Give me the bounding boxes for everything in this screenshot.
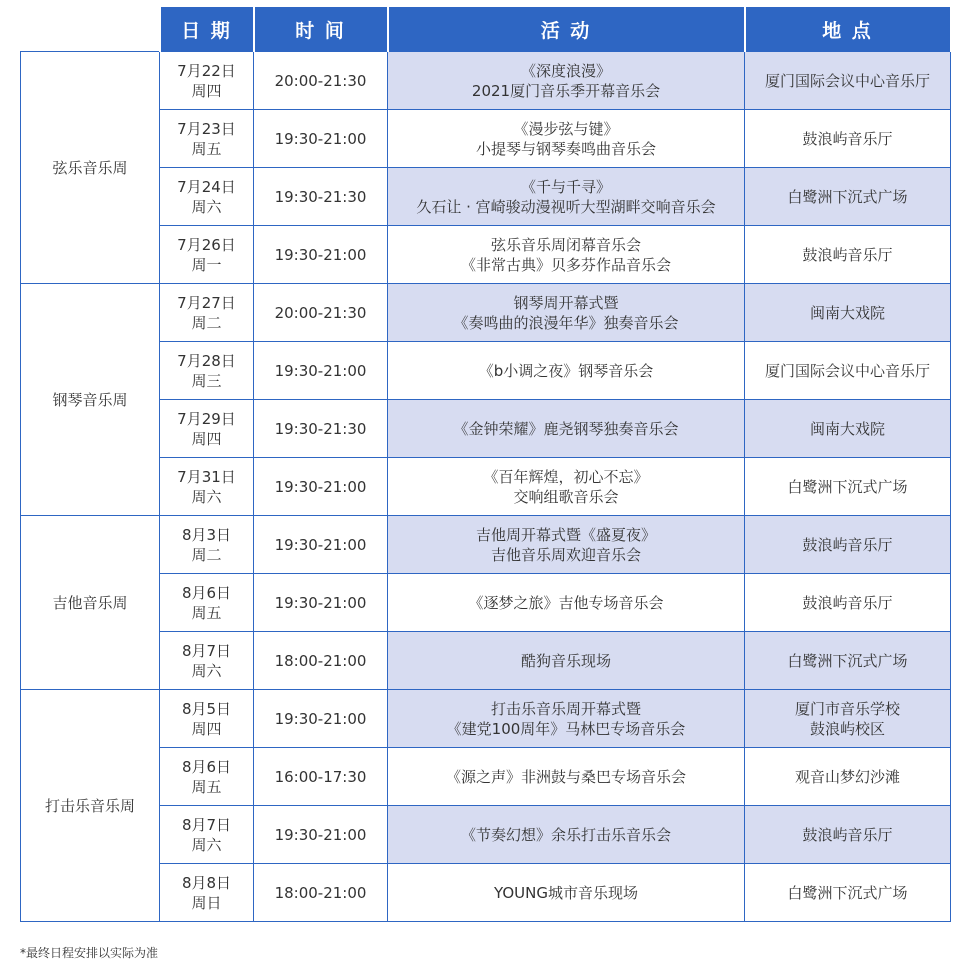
table-row: [21, 52, 951, 110]
date-text: 7月24日: [177, 177, 236, 196]
location-line-1: 闽南大戏院: [809, 303, 885, 322]
time-cell: 19:30-21:00: [254, 226, 388, 284]
date-cell: [160, 284, 254, 342]
location-cell: [745, 574, 951, 632]
activity-cell: [388, 284, 745, 342]
header-row: [21, 7, 951, 52]
activity-line-1: 《b小调之夜》钢琴音乐会: [478, 361, 654, 380]
date-text: 8月8日: [181, 873, 232, 892]
time-cell: 19:30-21:30: [254, 168, 388, 226]
location-cell: [745, 110, 951, 168]
activity-line-2: 《非常古典》贝多芬作品音乐会: [460, 255, 671, 274]
time-cell: 18:00-21:00: [254, 632, 388, 690]
activity-line-1: 酷狗音乐现场: [520, 651, 611, 670]
date-cell: [160, 458, 254, 516]
activity-cell: [388, 574, 745, 632]
time-cell: 19:30-21:00: [254, 806, 388, 864]
table-row: [21, 342, 951, 400]
location-line-1: 闽南大戏院: [809, 419, 885, 438]
weekday-text: 周五: [191, 777, 222, 796]
weekday-text: 周五: [191, 139, 222, 158]
week-name: 弦乐音乐周: [21, 52, 160, 284]
table-row: [21, 168, 951, 226]
week-name: 钢琴音乐周: [21, 284, 160, 516]
date-cell: [160, 110, 254, 168]
date-cell: [160, 400, 254, 458]
date-text: 7月27日: [177, 293, 236, 312]
activity-line-2: 久石让 · 宫崎骏动漫视听大型湖畔交响音乐会: [416, 197, 716, 216]
activity-line-1: 《逐梦之旅》吉他专场音乐会: [468, 593, 664, 612]
weekday-text: 周二: [191, 545, 222, 564]
activity-cell: [388, 226, 745, 284]
location-cell: [745, 342, 951, 400]
activity-line-1: 弦乐音乐周闭幕音乐会: [490, 235, 641, 254]
date-cell: [160, 168, 254, 226]
activity-line-1: 《源之声》非洲鼓与桑巴专场音乐会: [445, 767, 686, 786]
date-text: 8月5日: [181, 699, 232, 718]
activity-line-2: 《建党100周年》马林巴专场音乐会: [446, 719, 686, 738]
header-blank: [21, 7, 160, 52]
date-text: 8月6日: [181, 583, 232, 602]
date-text: 8月3日: [181, 525, 232, 544]
table-row: [21, 458, 951, 516]
weekday-text: 周四: [191, 81, 222, 100]
date-cell: [160, 806, 254, 864]
location-cell: [745, 458, 951, 516]
date-cell: [160, 864, 254, 922]
location-cell: [745, 516, 951, 574]
date-text: 7月22日: [177, 61, 236, 80]
time-cell: 19:30-21:00: [254, 690, 388, 748]
activity-line-1: 打击乐音乐周开幕式暨: [490, 699, 641, 718]
activity-line-1: 《千与千寻》: [520, 177, 611, 196]
time-cell: 19:30-21:00: [254, 110, 388, 168]
date-text: 7月23日: [177, 119, 236, 138]
time-cell: 19:30-21:30: [254, 400, 388, 458]
activity-cell: [388, 110, 745, 168]
location-line-1: 鼓浪屿音乐厅: [802, 593, 893, 612]
activity-cell: [388, 342, 745, 400]
week-name: 吉他音乐周: [21, 516, 160, 690]
date-text: 8月7日: [181, 641, 232, 660]
activity-line-1: 《金钟荣耀》鹿尧钢琴独奏音乐会: [453, 419, 679, 438]
location-cell: [745, 632, 951, 690]
date-text: 7月28日: [177, 351, 236, 370]
weekday-text: 周四: [191, 719, 222, 738]
time-cell: 19:30-21:00: [254, 342, 388, 400]
date-text: 8月6日: [181, 757, 232, 776]
activity-line-2: 《奏鸣曲的浪漫年华》独奏音乐会: [453, 313, 679, 332]
time-cell: 18:00-21:00: [254, 864, 388, 922]
activity-line-2: 交响组歌音乐会: [513, 487, 619, 506]
time-cell: 20:00-21:30: [254, 52, 388, 110]
location-cell: [745, 400, 951, 458]
location-cell: [745, 690, 951, 748]
date-cell: [160, 226, 254, 284]
activity-line-2: 吉他音乐周欢迎音乐会: [490, 545, 641, 564]
weekday-text: 周六: [191, 661, 222, 680]
activity-line-1: YOUNG城市音乐现场: [494, 883, 638, 902]
activity-cell: [388, 806, 745, 864]
table-row: [21, 400, 951, 458]
location-line-1: 厦门市音乐学校: [794, 699, 900, 718]
activity-cell: [388, 516, 745, 574]
location-cell: [745, 806, 951, 864]
location-line-1: 白鹭洲下沉式广场: [787, 651, 908, 670]
time-cell: 20:00-21:30: [254, 284, 388, 342]
activity-cell: [388, 632, 745, 690]
activity-cell: [388, 690, 745, 748]
activity-line-1: 《漫步弦与键》: [513, 119, 619, 138]
activity-cell: [388, 458, 745, 516]
activity-line-1: 吉他周开幕式暨《盛夏夜》: [475, 525, 656, 544]
weekday-text: 周六: [191, 487, 222, 506]
location-cell: [745, 168, 951, 226]
location-cell: [745, 52, 951, 110]
footnote: *最终日程安排以实际为准: [20, 946, 159, 960]
date-cell: [160, 52, 254, 110]
time-cell: 19:30-21:00: [254, 574, 388, 632]
location-line-1: 鼓浪屿音乐厅: [802, 825, 893, 844]
location-cell: [745, 864, 951, 922]
location-line-1: 鼓浪屿音乐厅: [802, 129, 893, 148]
location-line-1: 观音山梦幻沙滩: [794, 767, 900, 786]
location-line-1: 白鹭洲下沉式广场: [787, 187, 908, 206]
weekday-text: 周四: [191, 429, 222, 448]
table-row: [21, 516, 951, 574]
date-cell: [160, 748, 254, 806]
activity-cell: [388, 864, 745, 922]
date-text: 7月29日: [177, 409, 236, 428]
date-cell: [160, 342, 254, 400]
table-row: [21, 226, 951, 284]
table-row: [21, 632, 951, 690]
date-cell: [160, 632, 254, 690]
table-row: [21, 284, 951, 342]
date-text: 7月26日: [177, 235, 236, 254]
location-cell: [745, 748, 951, 806]
time-cell: 19:30-21:00: [254, 458, 388, 516]
weekday-text: 周六: [191, 835, 222, 854]
location-cell: [745, 226, 951, 284]
table-row: [21, 574, 951, 632]
header-time: 时 间: [254, 7, 388, 52]
activity-line-2: 2021厦门音乐季开幕音乐会: [471, 81, 661, 100]
weekday-text: 周五: [191, 603, 222, 622]
weekday-text: 周六: [191, 197, 222, 216]
weekday-text: 周一: [191, 255, 222, 274]
date-text: 8月7日: [181, 815, 232, 834]
table-row: [21, 864, 951, 922]
location-cell: [745, 284, 951, 342]
header-activity: 活 动: [388, 7, 745, 52]
table-row: [21, 690, 951, 748]
header-date: 日 期: [160, 7, 254, 52]
location-line-1: 厦门国际会议中心音乐厅: [764, 361, 930, 380]
activity-line-1: 《百年辉煌，初心不忘》: [483, 467, 649, 486]
activity-line-1: 钢琴周开幕式暨: [513, 293, 619, 312]
schedule-table: [20, 7, 952, 922]
weekday-text: 周日: [191, 893, 222, 912]
activity-line-1: 《节奏幻想》余乐打击乐音乐会: [460, 825, 671, 844]
weekday-text: 周三: [191, 371, 222, 390]
location-line-1: 白鹭洲下沉式广场: [787, 477, 908, 496]
week-name: 打击乐音乐周: [21, 690, 160, 922]
header-location: 地 点: [745, 7, 951, 52]
activity-cell: [388, 748, 745, 806]
table-row: [21, 748, 951, 806]
date-cell: [160, 516, 254, 574]
date-text: 7月31日: [177, 467, 236, 486]
location-line-2: 鼓浪屿校区: [809, 719, 885, 738]
location-line-1: 鼓浪屿音乐厅: [802, 245, 893, 264]
weekday-text: 周二: [191, 313, 222, 332]
activity-line-1: 《深度浪漫》: [520, 61, 611, 80]
table-row: [21, 806, 951, 864]
location-line-1: 白鹭洲下沉式广场: [787, 883, 908, 902]
activity-cell: [388, 400, 745, 458]
time-cell: 19:30-21:00: [254, 516, 388, 574]
activity-cell: [388, 168, 745, 226]
date-cell: [160, 690, 254, 748]
activity-cell: [388, 52, 745, 110]
location-line-1: 鼓浪屿音乐厅: [802, 535, 893, 554]
table-row: [21, 110, 951, 168]
activity-line-2: 小提琴与钢琴奏鸣曲音乐会: [475, 139, 656, 158]
time-cell: 16:00-17:30: [254, 748, 388, 806]
date-cell: [160, 574, 254, 632]
location-line-1: 厦门国际会议中心音乐厅: [764, 71, 930, 90]
